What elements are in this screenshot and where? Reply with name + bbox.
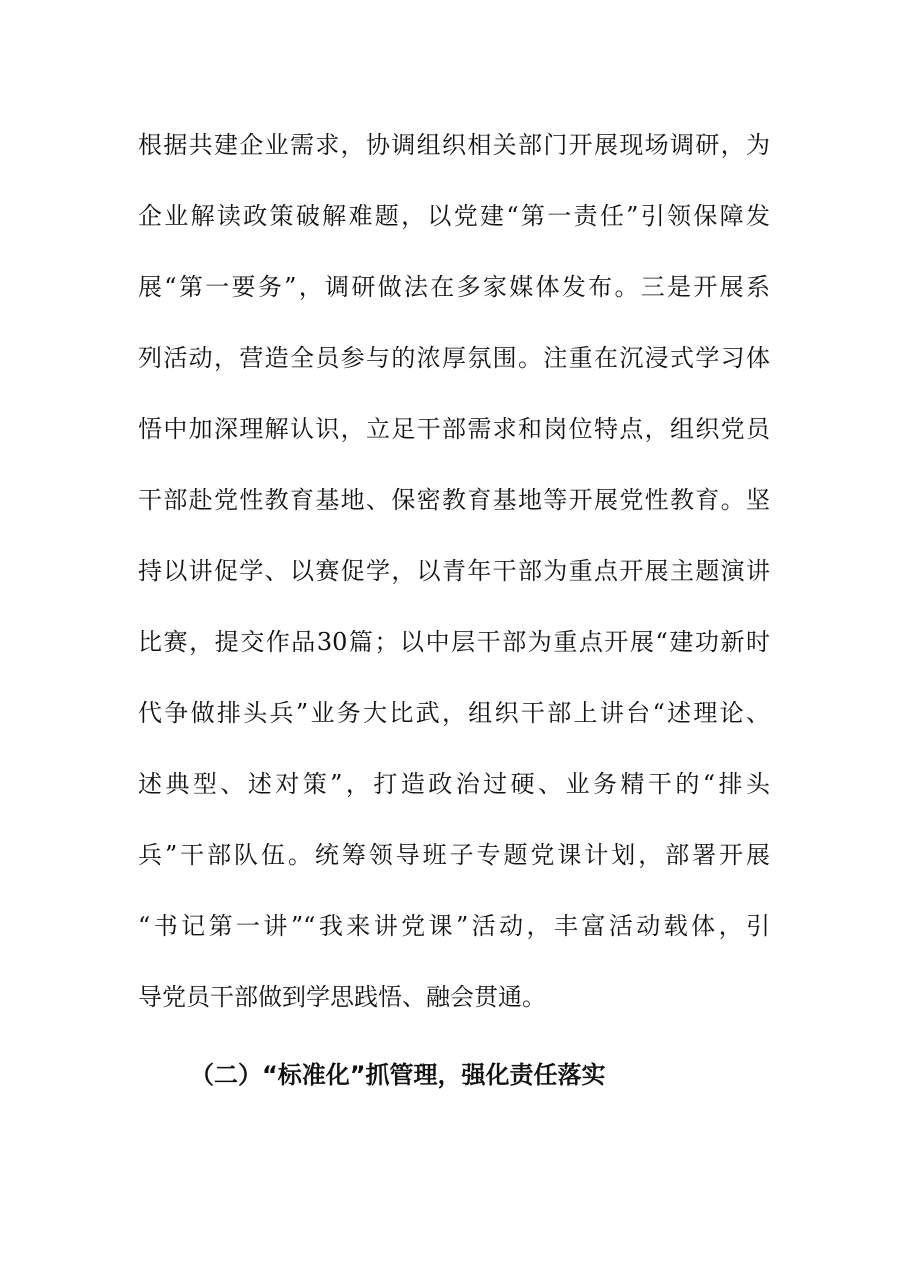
body-paragraph [138, 120, 778, 1043]
paragraph-line: 根据共建企业需求，协调组织相关部门开展现场调研，为 [138, 131, 770, 159]
paragraph-line: 比赛，提交作品30篇；以中层干部为重点开展“建功新时 [138, 628, 770, 656]
paragraph-line: 悟中加深理解认识，立足干部需求和岗位特点，组织党员 [138, 415, 770, 443]
paragraph-line: 兵”干部队伍。统筹领导班子专题党课计划，部署开展 [138, 841, 770, 869]
paragraph-line: 导党员干部做到学思践悟、融会贯通。 [138, 983, 546, 1011]
paragraph-line: 列活动，营造全员参与的浓厚氛围。注重在沉浸式学习体 [138, 344, 770, 372]
paragraph-line: 企业解读政策破解难题，以党建“第一责任”引领保障发 [138, 202, 770, 230]
section-heading: （二）“标准化”抓管理，强化责任落实 [190, 1061, 606, 1089]
paragraph-line: 干部赴党性教育基地、保密教育基地等开展党性教育。坚 [138, 486, 770, 514]
paragraph-line: 展“第一要务”，调研做法在多家媒体发布。三是开展系 [138, 273, 770, 301]
paragraph-line: 持以讲促学、以赛促学，以青年干部为重点开展主题演讲 [138, 557, 770, 585]
paragraph-line: 代争做排头兵”业务大比武，组织干部上讲台“述理论、 [138, 699, 770, 727]
paragraph-line: 述典型、述对策”，打造政治过硬、业务精干的“排头 [138, 770, 770, 798]
paragraph-line: “书记第一讲”“我来讲党课”活动，丰富活动载体，引 [138, 912, 770, 940]
